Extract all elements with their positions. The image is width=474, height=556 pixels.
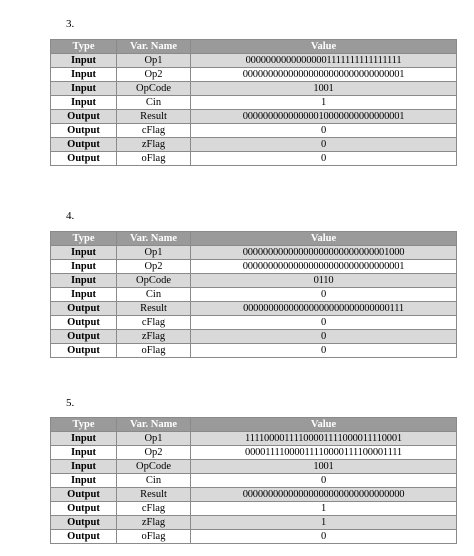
table-row: [51, 246, 457, 260]
row-var-name-cell: cFlag: [117, 316, 191, 330]
row-value-cell: 00000000000000000000000000001000: [191, 246, 457, 260]
row-type-cell: Output: [51, 516, 117, 530]
table-row: [51, 460, 457, 474]
row-var-name-cell: oFlag: [117, 152, 191, 166]
table-row: [51, 54, 457, 68]
table-row: [51, 488, 457, 502]
row-var-name-cell: Result: [117, 488, 191, 502]
row-value-cell: 0: [191, 138, 457, 152]
row-type-cell: Output: [51, 330, 117, 344]
table-header-row: [51, 418, 457, 432]
row-var-name-cell: Cin: [117, 474, 191, 488]
row-value-cell: 00000000000000000000000000000001: [191, 260, 457, 274]
table-row: [51, 474, 457, 488]
row-var-name-cell: Op1: [117, 54, 191, 68]
row-var-name-cell: Op2: [117, 446, 191, 460]
row-value-cell: 1: [191, 96, 457, 110]
row-type-cell: Input: [51, 54, 117, 68]
header-var-name: Var. Name: [117, 40, 191, 54]
row-value-cell: 0: [191, 152, 457, 166]
header-value: Value: [191, 418, 457, 432]
row-var-name-cell: oFlag: [117, 530, 191, 544]
header-type: Type: [51, 40, 117, 54]
header-value: Value: [191, 232, 457, 246]
section-number-3: 3.: [66, 18, 75, 30]
row-type-cell: Output: [51, 302, 117, 316]
row-type-cell: Output: [51, 110, 117, 124]
section-number-5: 5.: [66, 397, 75, 409]
row-type-cell: Input: [51, 288, 117, 302]
table-row: [51, 138, 457, 152]
row-var-name-cell: cFlag: [117, 124, 191, 138]
table-row: [51, 344, 457, 358]
row-type-cell: Output: [51, 124, 117, 138]
table-header-row: [51, 232, 457, 246]
row-type-cell: Input: [51, 82, 117, 96]
row-value-cell: 0: [191, 288, 457, 302]
table-row: [51, 124, 457, 138]
row-type-cell: Output: [51, 502, 117, 516]
row-var-name-cell: Result: [117, 110, 191, 124]
row-value-cell: 00000000000000000000000000000001: [191, 68, 457, 82]
row-value-cell: 00000000000000000000000000000000: [191, 488, 457, 502]
row-value-cell: 00000000000000000000000000000111: [191, 302, 457, 316]
row-var-name-cell: Result: [117, 302, 191, 316]
row-value-cell: 00000000000000010000000000000001: [191, 110, 457, 124]
row-type-cell: Output: [51, 344, 117, 358]
row-value-cell: 0: [191, 474, 457, 488]
row-value-cell: 1001: [191, 460, 457, 474]
row-value-cell: 0: [191, 344, 457, 358]
table-row: [51, 502, 457, 516]
test-table-5: [50, 417, 457, 544]
section-number-4: 4.: [66, 210, 75, 222]
row-type-cell: Output: [51, 530, 117, 544]
row-var-name-cell: Cin: [117, 96, 191, 110]
header-value: Value: [191, 40, 457, 54]
table-row: [51, 96, 457, 110]
row-type-cell: Input: [51, 260, 117, 274]
header-var-name: Var. Name: [117, 418, 191, 432]
test-table-4: [50, 231, 457, 358]
row-type-cell: Input: [51, 460, 117, 474]
row-type-cell: Input: [51, 446, 117, 460]
test-table-3: [50, 39, 457, 166]
row-type-cell: Input: [51, 246, 117, 260]
row-type-cell: Output: [51, 316, 117, 330]
row-var-name-cell: oFlag: [117, 344, 191, 358]
row-var-name-cell: cFlag: [117, 502, 191, 516]
row-value-cell: 00001111000011110000111100001111: [191, 446, 457, 460]
table-row: [51, 446, 457, 460]
table-row: [51, 516, 457, 530]
row-value-cell: 0: [191, 124, 457, 138]
row-value-cell: 1: [191, 516, 457, 530]
table-row: [51, 110, 457, 124]
row-type-cell: Input: [51, 274, 117, 288]
row-var-name-cell: zFlag: [117, 138, 191, 152]
row-var-name-cell: zFlag: [117, 330, 191, 344]
row-value-cell: 1001: [191, 82, 457, 96]
table-row: [51, 316, 457, 330]
table-row: [51, 260, 457, 274]
row-var-name-cell: OpCode: [117, 460, 191, 474]
row-var-name-cell: Op2: [117, 260, 191, 274]
row-value-cell: 0110: [191, 274, 457, 288]
row-value-cell: 11110000111100001111000011110001: [191, 432, 457, 446]
table-row: [51, 330, 457, 344]
row-type-cell: Output: [51, 488, 117, 502]
table-row: [51, 152, 457, 166]
table-row: [51, 274, 457, 288]
row-value-cell: 0: [191, 330, 457, 344]
row-type-cell: Input: [51, 432, 117, 446]
table-row: [51, 302, 457, 316]
row-var-name-cell: Op2: [117, 68, 191, 82]
row-var-name-cell: OpCode: [117, 82, 191, 96]
table-row: [51, 288, 457, 302]
row-value-cell: 00000000000000001111111111111111: [191, 54, 457, 68]
row-type-cell: Output: [51, 138, 117, 152]
row-var-name-cell: Cin: [117, 288, 191, 302]
table-row: [51, 68, 457, 82]
row-type-cell: Input: [51, 68, 117, 82]
table-row: [51, 432, 457, 446]
table-header-row: [51, 40, 457, 54]
table-row: [51, 82, 457, 96]
row-var-name-cell: OpCode: [117, 274, 191, 288]
row-value-cell: 0: [191, 316, 457, 330]
row-value-cell: 0: [191, 530, 457, 544]
row-type-cell: Output: [51, 152, 117, 166]
row-var-name-cell: Op1: [117, 246, 191, 260]
row-type-cell: Input: [51, 96, 117, 110]
row-var-name-cell: Op1: [117, 432, 191, 446]
table-row: [51, 530, 457, 544]
row-value-cell: 1: [191, 502, 457, 516]
header-type: Type: [51, 232, 117, 246]
row-type-cell: Input: [51, 474, 117, 488]
row-var-name-cell: zFlag: [117, 516, 191, 530]
header-type: Type: [51, 418, 117, 432]
header-var-name: Var. Name: [117, 232, 191, 246]
